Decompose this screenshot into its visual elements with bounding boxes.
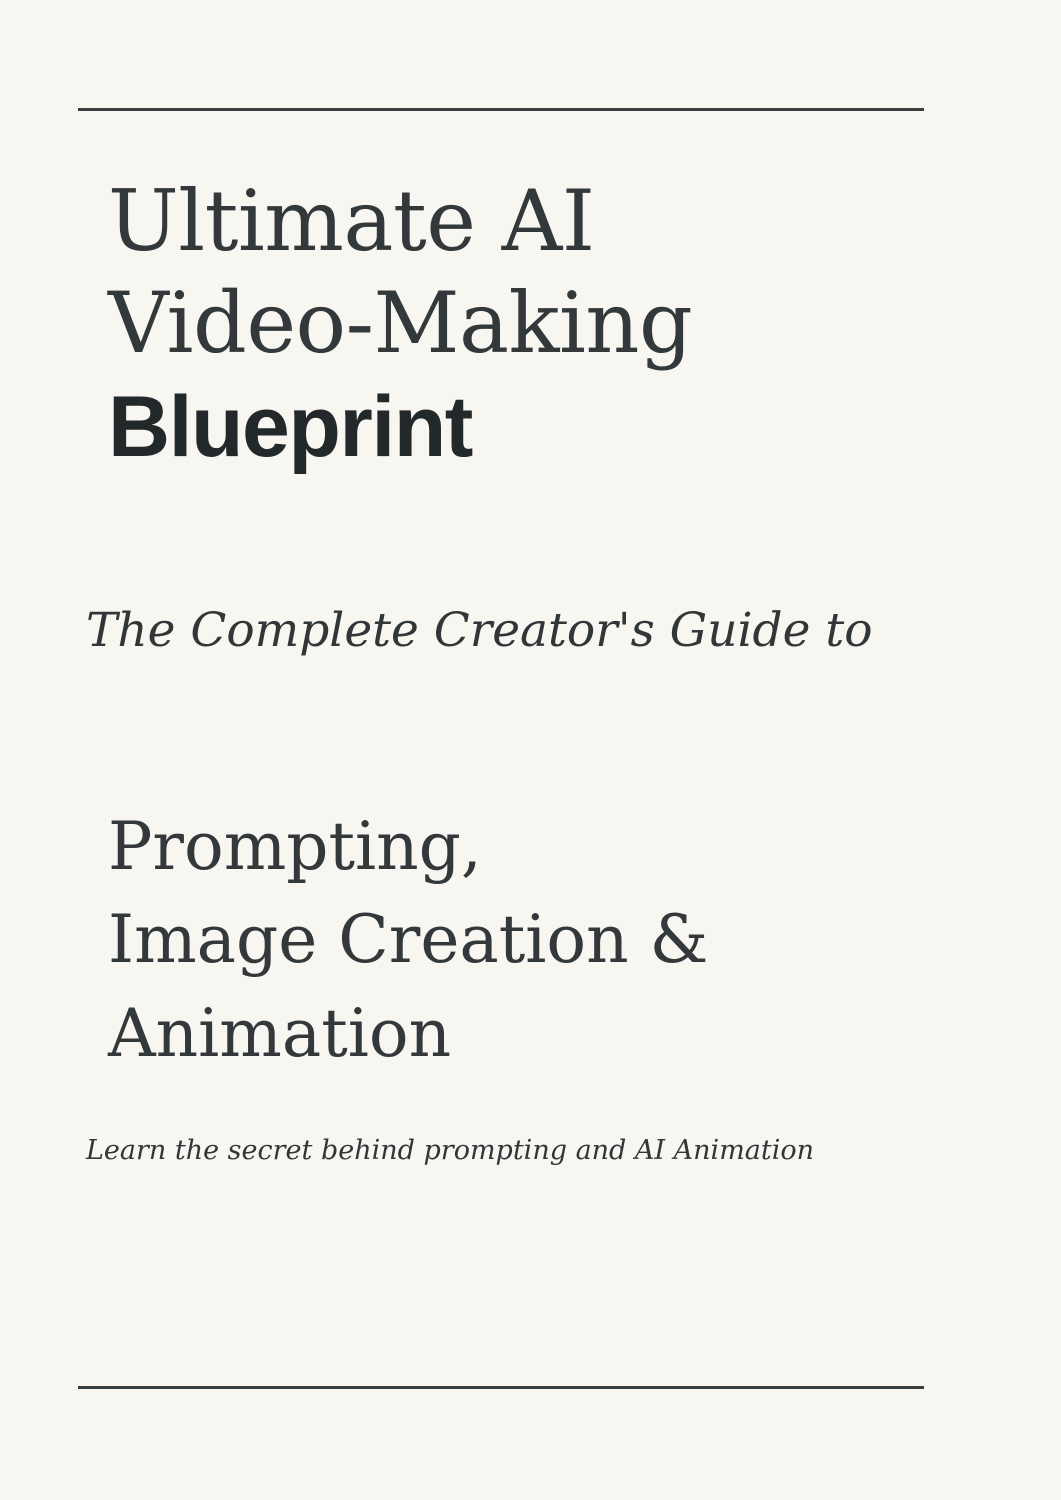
title-line-2: Video-Making xyxy=(108,274,693,373)
topic-line-2: Image Creation & xyxy=(108,901,709,979)
title-block xyxy=(78,170,924,475)
topics-block xyxy=(78,800,924,1081)
title-emphasis: Blueprint xyxy=(108,378,472,475)
title-line-1: Ultimate AI xyxy=(108,172,595,270)
bottom-divider xyxy=(78,1386,924,1389)
cover-content xyxy=(78,108,924,1168)
topic-line-3: Animation xyxy=(108,995,452,1073)
subtitle: The Complete Creator's Guide to xyxy=(86,603,873,659)
topic-line-1: Prompting, xyxy=(108,807,482,885)
tagline: Learn the secret behind prompting and AI Animation xyxy=(86,1134,815,1166)
